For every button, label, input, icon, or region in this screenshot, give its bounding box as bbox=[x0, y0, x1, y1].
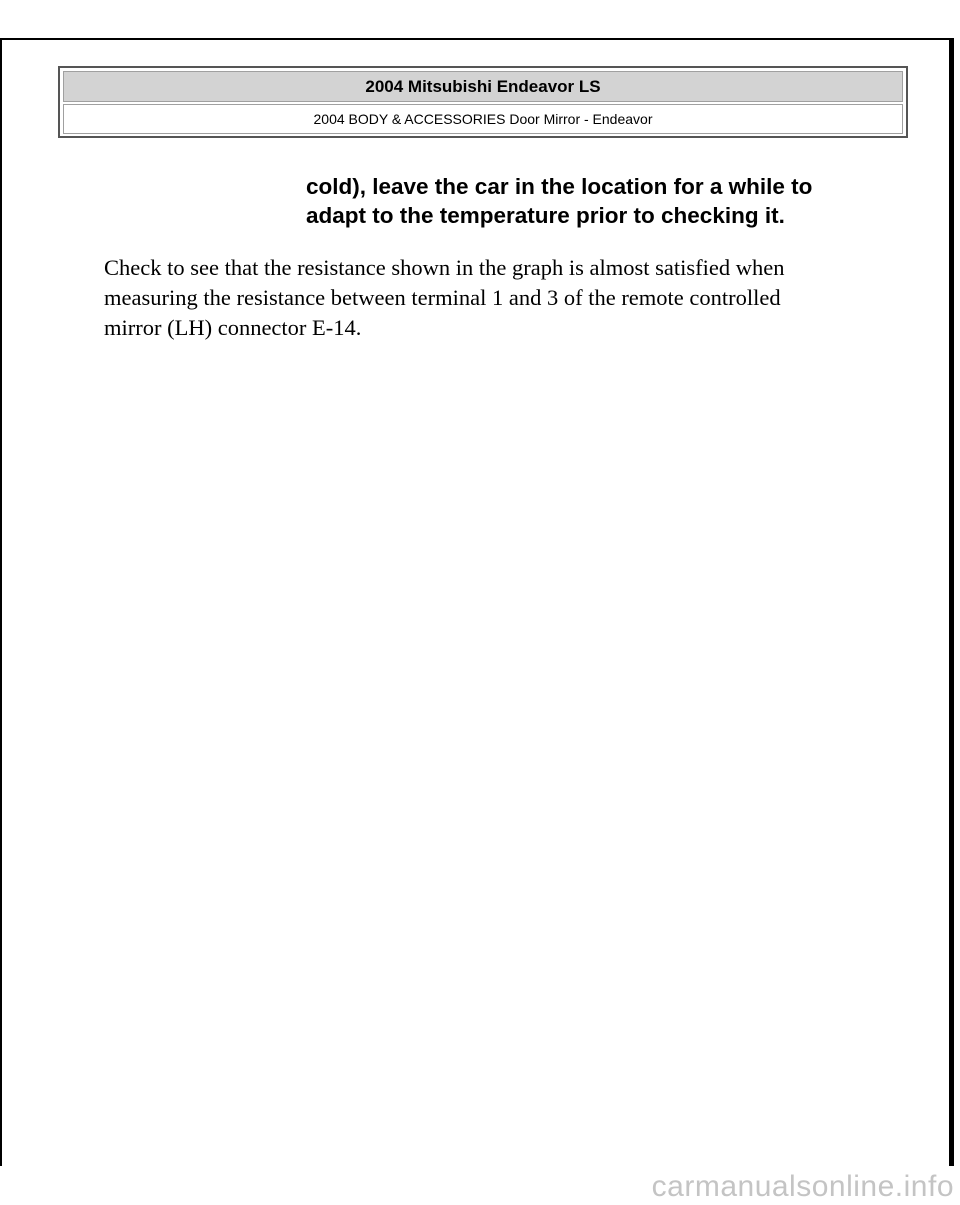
note-line: cold), leave the car in the location for a while to bbox=[306, 174, 813, 199]
note-paragraph bbox=[306, 172, 906, 230]
header-subtitle: 2004 BODY & ACCESSORIES Door Mirror - Endeavor bbox=[63, 104, 903, 134]
note-line: adapt to the temperature prior to checking it. bbox=[306, 203, 785, 228]
watermark-text: carmanualsonline.info bbox=[651, 1170, 954, 1203]
body-line: mirror (LH) connector E-14. bbox=[104, 315, 362, 340]
header-title: 2004 Mitsubishi Endeavor LS bbox=[63, 71, 903, 102]
body-paragraph bbox=[104, 253, 904, 343]
body-line: Check to see that the resistance shown in the graph is almost satisfied when bbox=[104, 255, 785, 280]
document-header bbox=[58, 66, 908, 138]
body-line: measuring the resistance between terminal 1 and 3 of the remote controlled bbox=[104, 285, 781, 310]
